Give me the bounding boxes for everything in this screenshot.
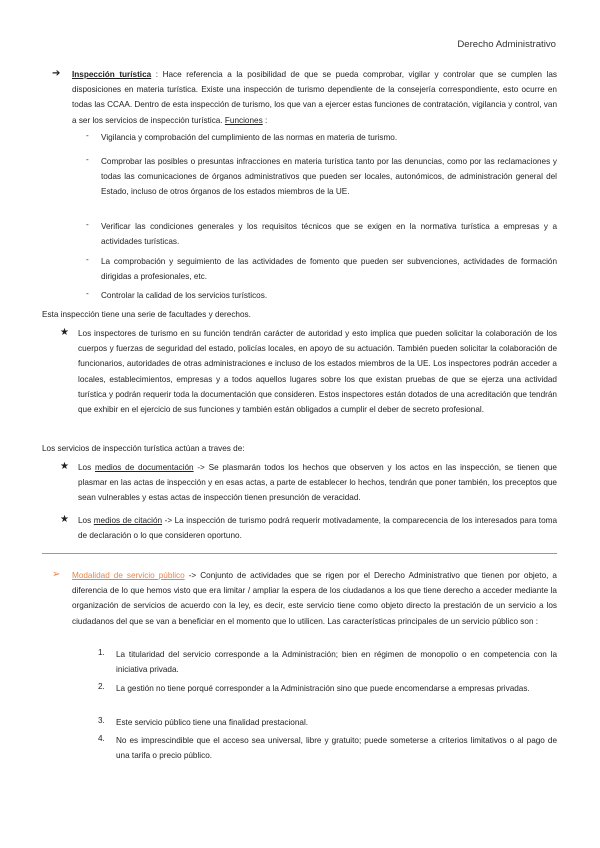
funcion-item: Vigilancia y comprobación del cumplimiento de las normas en materia de turismo. xyxy=(101,133,398,142)
caracteristica-item: La gestión no tiene porqué corresponder a la Administración sino que puede encomendarse a empresas privadas. xyxy=(116,684,530,693)
caracteristica-item: Este servicio público tiene una finalidad prestacional. xyxy=(116,718,309,727)
medios-intro: Los servicios de inspección turística actúan a traves de: xyxy=(42,444,245,453)
inspeccion-text: : Hace referencia a la posibilidad de que se pueda comprobar, vigilar y controlar que se cumplen las disposiciones en materia turística. Existe una inspección de turismo dependiente de la consejería correspondiente, esto ocurre en todas las CCAA. Dentro de esta inspección de turismo, los que van a ejercer estas funciones de contratación, vigilancia y control, van a ser los servicios de inspección turística. xyxy=(72,70,557,125)
servicio-publico-paragraph xyxy=(72,568,557,629)
arrowhead-bullet-icon: ➢ xyxy=(52,569,61,580)
servicio-publico-text: -> Conjunto de actividades que se rigen por el Derecho Administrativo que tienen por objeto, a diferencia de lo que hemos visto que era limitar / ampliar la espera de los ciudadanos a los que tiene derecho a acceder mediante la organización de servicios de acuerdo con la ley, es decir, este servicio tiene como objeto directo la prestación de un servicio a los ciudadanos del que se van a beneficiar en el momento que lo utilicen. Las características principales de un servicio público son : xyxy=(72,571,557,626)
inspeccion-paragraph xyxy=(72,67,557,128)
list-number: 4. xyxy=(98,734,105,743)
star-bullet-icon: ★ xyxy=(60,461,69,472)
medios-citacion-item xyxy=(78,513,557,543)
funciones-colon: : xyxy=(262,115,268,125)
star-bullet-icon: ★ xyxy=(60,327,69,338)
funcion-item: Verificar las condiciones generales y los requisitos técnicos que se exigen en la normativa turística a empresas y a actividades turísticas. xyxy=(101,222,557,247)
arrow-bullet-icon: ➔ xyxy=(52,68,61,79)
funcion-item: Controlar la calidad de los servicios turísticos. xyxy=(101,291,268,300)
list-number: 2. xyxy=(98,682,105,691)
dash-bullet-icon: - xyxy=(86,155,89,164)
medios-documentacion-text: -> Se plasmarán todos los hechos que observen y los actos en las inspección, se tienen que plasmar en las actas de inspección y en esas actas, a parte de establecer lo hechos, tendrán que poner también, los preceptos que sean vulnerables y estas actas de inspección tienen presunción de veracidad. xyxy=(78,463,557,503)
caracteristica-item: No es imprescindible que el acceso sea universal, libre y gratuito; puede someterse a criterios limitativos o al pago de una tarifa o precio público. xyxy=(116,736,557,761)
section-divider xyxy=(42,553,557,554)
dash-bullet-icon: - xyxy=(86,131,89,140)
dash-bullet-icon: - xyxy=(86,289,89,298)
medios-citacion-text: -> La inspección de turismo podrá requerir motivadamente, la comparecencia de los interesados para toma de declaración o lo que consideren oportuno. xyxy=(78,516,557,541)
dash-bullet-icon: - xyxy=(86,220,89,229)
funciones-label: Funciones xyxy=(224,115,263,125)
servicio-publico-term: Modalidad de servicio público xyxy=(72,571,185,580)
medios-documentacion-link: medios de documentación xyxy=(94,463,194,472)
list-number: 1. xyxy=(98,648,105,657)
caracteristica-item: La titularidad del servicio corresponde a la Administración; bien en régimen de monopolio o en competencia con la iniciativa privada. xyxy=(116,650,557,675)
medios-prefix: Los xyxy=(78,516,94,525)
funcion-item: Comprobar las posibles o presuntas infracciones en materia turística tanto por las denuncias, como por las reclamaciones y todas las comunicaciones de órganos administrativos que pueden ser locales, autonómicos, de administración general del Estado, incluso de otros órganos de los estados miembros de la UE. xyxy=(101,157,557,197)
medios-prefix: Los xyxy=(78,463,95,472)
page-header-title: Derecho Administrativo xyxy=(457,39,556,50)
facultades-item: Los inspectores de turismo en su función tendrán carácter de autoridad y esto implica que pueden solicitar la colaboración de los cuerpos y fuerzas de seguridad del estado, policías locales, en apoyo de su actuación. También pueden solicitar la colaboración de funcionarios, autoridades de otras administraciones e incluso de los estados miembros de la UE. Los inspectores podrán acceder a locales, establecimientos, empresas y a todos aquellos lugares sobre los que existan pruebas de que se ejerza una actividad turística y podrán requerir toda la documentación que consideren. Estos inspectores están dotados de una acreditación que tendrán que exhibir en el ejercicio de sus funciones y también están obligados a cumplir el deber de secreto profesional. xyxy=(78,329,557,415)
facultades-intro: Esta inspección tiene una serie de facultades y derechos. xyxy=(42,310,251,319)
list-number: 3. xyxy=(98,716,105,725)
funcion-item: La comprobación y seguimiento de las actividades de fomento que pueden ser subvenciones, actividades de formación dirigidas a profesionales, etc. xyxy=(101,257,557,282)
dash-bullet-icon: - xyxy=(86,255,89,264)
medios-citacion-link: medios de citación xyxy=(93,516,163,525)
star-bullet-icon: ★ xyxy=(60,514,69,525)
medios-documentacion-item xyxy=(78,460,557,506)
inspeccion-term: Inspección turística xyxy=(72,70,152,79)
